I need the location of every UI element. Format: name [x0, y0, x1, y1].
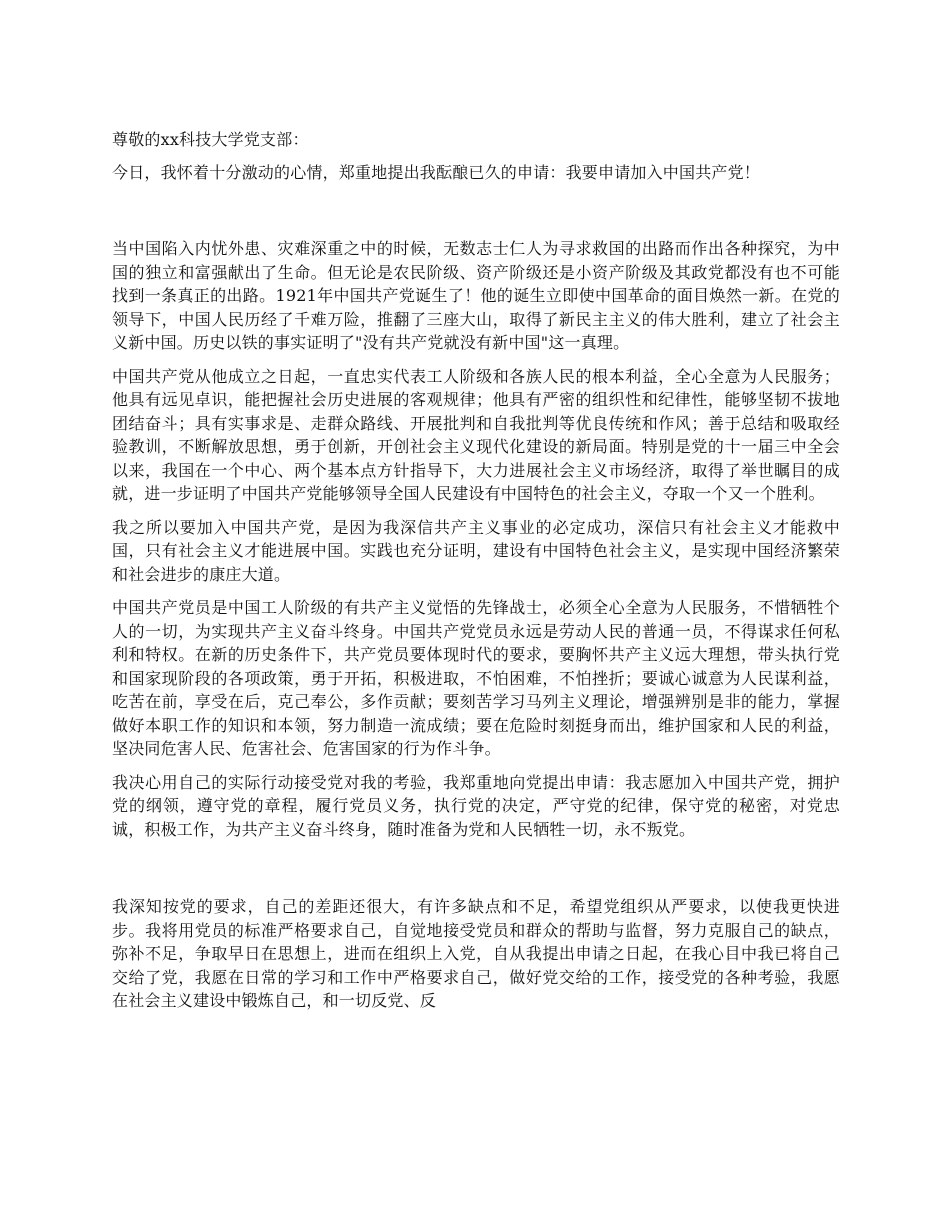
paragraph-reason: 我之所以要加入中国共产党，是因为我深信共产主义事业的必定成功，深信只有社会主义才能救中国，只有社会主义才能进展中国。实践也充分证明，建设有中国特色社会主义，是实现中国经济繁荣和社会进步的康庄大道。: [112, 517, 840, 584]
greeting-line: 尊敬的xx科技大学党支部：: [112, 130, 309, 149]
paragraph-spacer: [112, 851, 840, 895]
paragraph-party-nature: 中国共产党从他成立之日起，一直忠实代表工人阶级和各族人民的根本利益，全心全意为人民服务；他具有远见卓识，能把握社会历史进展的客观规律；他具有严密的组织性和纪律性，能够坚韧不拔地团结奋斗；具有实事求是、走群众路线、开展批判和自我批判等优良传统和作风；善于总结和吸取经验教训，不断解放思想，勇于创新，开创社会主义现代化建设的新局面。特别是党的十一届三中全会以来，我国在一个中心、两个基本点方针指导下，大力进展社会主义市场经济，取得了举世瞩目的成就，进一步证明了中国共产党能够领导全国人民建设有中国特色的社会主义，夺取一个又一个胜利。: [112, 366, 840, 503]
paragraph-self-improvement: 我深知按党的要求，自己的差距还很大，有许多缺点和不足，希望党组织从严要求，以使我更快进步。我将用党员的标准严格要求自己，自觉地接受党员和群众的帮助与监督，努力克服自己的缺点，弥补不足，争取早日在思想上，进而在组织上入党，自从我提出申请之日起，在我心目中我已将自己交给了党，我愿在日常的学习和工作中严格要求自己，做好党交给的工作，接受党的各种考验，我愿在社会主义建设中锻炼自己，和一切反党、反: [112, 897, 840, 1010]
paragraph-spacer: [112, 194, 840, 237]
document-page: [112, 128, 840, 1023]
paragraph-member-duty: 中国共产党员是中国工人阶级的有共产主义觉悟的先锋战士，必须全心全意为人民服务，不惜牺牲个人的一切，为实现共产主义奋斗终身。中国共产党党员永远是劳动人民的普通一员，不得谋求任何私利和特权。在新的历史条件下，共产党员要体现时代的要求，要胸怀共产主义远大理想，带头执行党和国家现阶段的各项政策，勇于开拓，积极进取，不怕困难，不怕挫折；要诚心诚意为人民谋利益，吃苦在前，享受在后，克己奉公，多作贡献；要刻苦学习马列主义理论，增强辨别是非的能力，掌握做好本职工作的知识和本领，努力制造一流成绩；要在危险时刻挺身而出，维护国家和人民的利益，坚决同危害人民、危害社会、危害国家的行为作斗争。: [112, 598, 840, 758]
paragraph-history: 当中国陷入内忧外患、灾难深重之中的时候，无数志士仁人为寻求救国的出路而作出各种探究，为中国的独立和富强献出了生命。但无论是农民阶级、资产阶级还是小资产阶级及其政党都没有也不可能找到一条真正的出路。1921年中国共产党诞生了！他的诞生立即使中国革命的面目焕然一新。在党的领导下，中国人民历经了千难万险，推翻了三座大山，取得了新民主主义的伟大胜利，建立了社会主义新中国。历史以铁的事实证明了"没有共产党就没有新中国"这一真理。: [112, 239, 840, 352]
paragraph-intro: 今日，我怀着十分激动的心情，郑重地提出我酝酿已久的申请：我要申请加入中国共产党！: [112, 162, 761, 182]
paragraph-pledge: 我决心用自己的实际行动接受党对我的考验，我郑重地向党提出申请：我志愿加入中国共产党，拥护党的纲领，遵守党的章程，履行党员义务，执行党的决定，严守党的纪律，保守党的秘密，对党忠诚，积极工作，为共产主义奋斗终身，随时准备为党和人民牺牲一切，永不叛党。: [112, 772, 840, 839]
